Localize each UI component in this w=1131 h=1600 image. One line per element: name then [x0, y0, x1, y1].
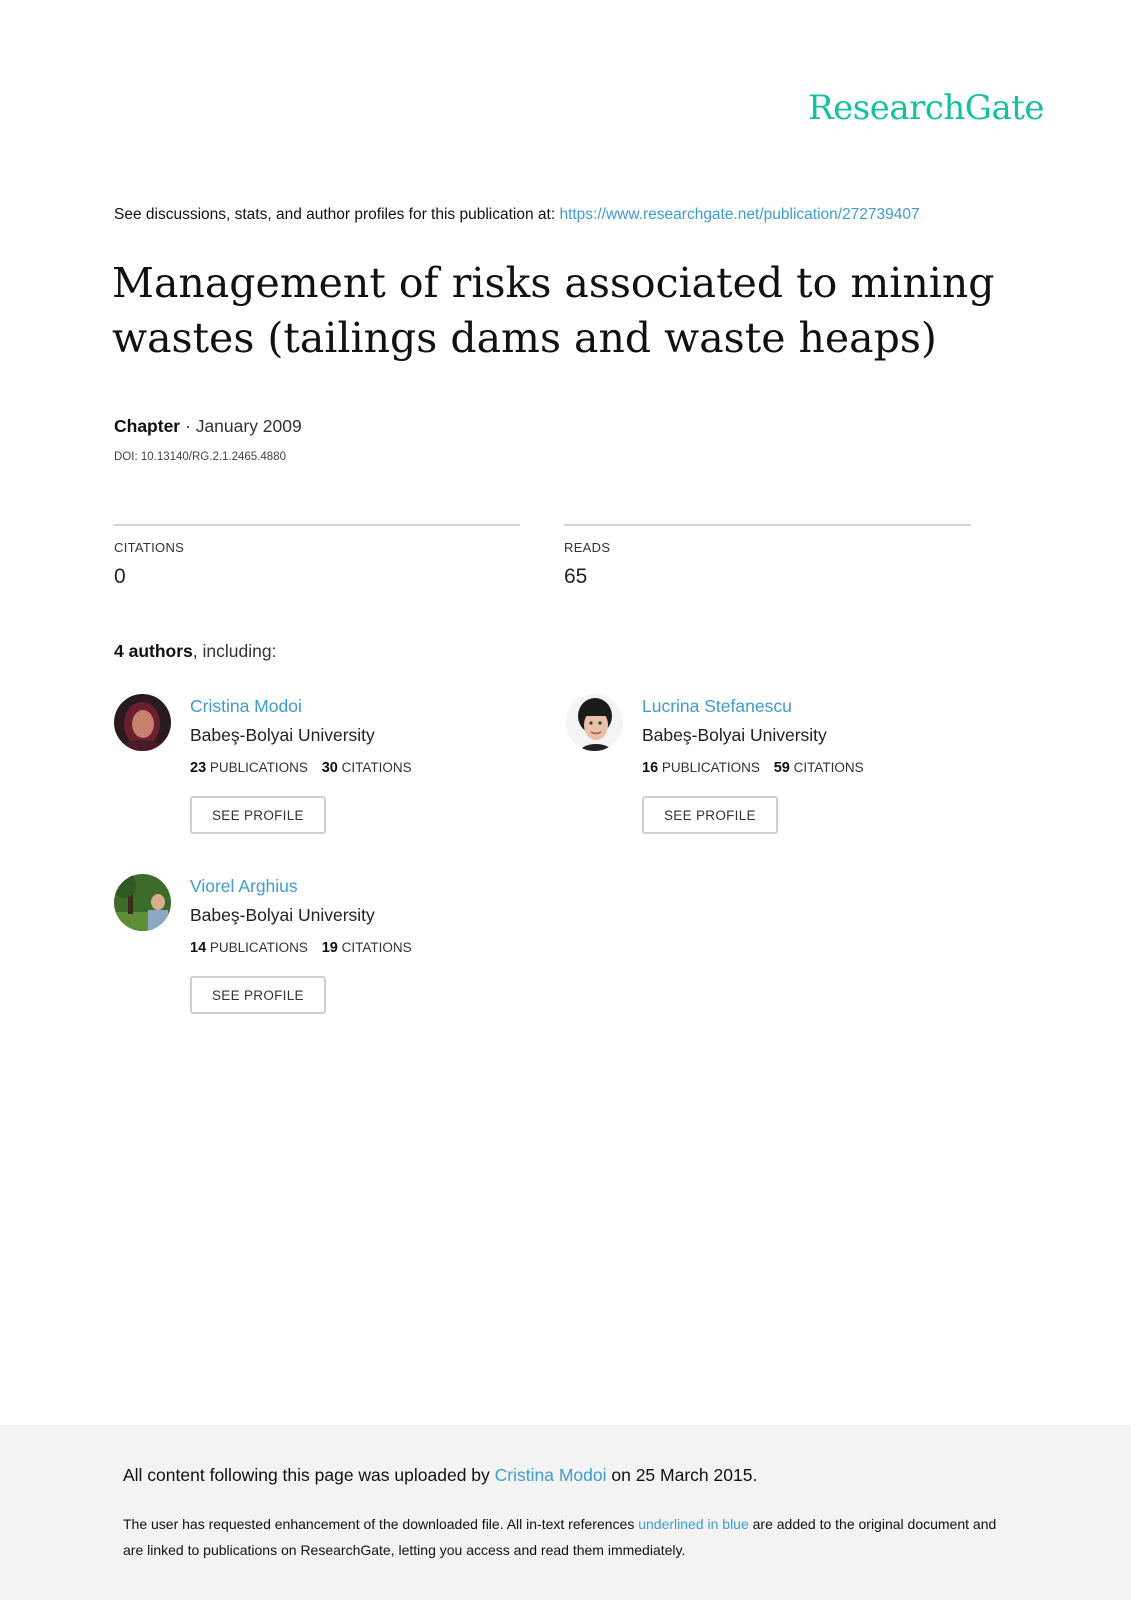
citations-value: 0	[114, 565, 126, 588]
intro-text: See discussions, stats, and author profiles for this publication at:	[114, 206, 556, 223]
author-stats	[642, 760, 864, 776]
enhancement-prefix: The user has requested enhancement of the downloaded file. All in-text references	[123, 1516, 635, 1532]
author-name-link[interactable]: Viorel Arghius	[190, 876, 298, 896]
author-stats	[190, 940, 412, 956]
author-avatar[interactable]	[114, 694, 171, 751]
author-card-viorel-arghius	[114, 874, 534, 1024]
uploader-link[interactable]: Cristina Modoi	[494, 1465, 607, 1485]
publication-type: Chapter	[114, 416, 181, 436]
upload-notice-prefix: All content following this page was uploaded by	[123, 1465, 490, 1485]
author-citations-count: 19	[321, 940, 338, 956]
meta-separator: ·	[180, 416, 196, 436]
author-publications-label: PUBLICATIONS	[209, 760, 308, 775]
author-publications-count: 14	[190, 940, 207, 956]
reads-label: READS	[564, 540, 611, 555]
author-avatar[interactable]	[114, 874, 171, 931]
authors-heading	[114, 641, 276, 662]
publication-doi: DOI: 10.13140/RG.2.1.2465.4880	[114, 451, 286, 463]
author-publications-label: PUBLICATIONS	[209, 940, 308, 955]
publication-title: Management of risks associated to mining wastes (tailings dams and waste heaps)	[112, 259, 995, 362]
see-profile-button[interactable]: SEE PROFILE	[190, 976, 326, 1014]
author-citations-count: 30	[321, 760, 338, 776]
author-publications-count: 16	[642, 760, 659, 776]
author-citations-label: CITATIONS	[341, 940, 412, 955]
author-institution: Babeş-Bolyai University	[642, 725, 827, 745]
see-profile-button[interactable]: SEE PROFILE	[642, 796, 778, 834]
citations-label: CITATIONS	[114, 540, 185, 555]
intro-line	[114, 206, 920, 224]
authors-suffix: , including:	[192, 641, 277, 661]
enhancement-notice	[123, 1511, 1003, 1563]
author-institution: Babeş-Bolyai University	[190, 725, 375, 745]
author-citations-label: CITATIONS	[341, 760, 412, 775]
author-avatar[interactable]	[566, 694, 623, 751]
author-publications-count: 23	[190, 760, 207, 776]
author-stats	[190, 760, 412, 776]
publication-date: January 2009	[195, 416, 302, 436]
author-citations-count: 59	[773, 760, 790, 776]
see-profile-button[interactable]: SEE PROFILE	[190, 796, 326, 834]
publication-url-link[interactable]: https://www.researchgate.net/publication/272739407	[559, 206, 920, 223]
author-name-link[interactable]: Lucrina Stefanescu	[642, 696, 792, 716]
author-institution: Babeş-Bolyai University	[190, 905, 375, 925]
author-name-link[interactable]: Cristina Modoi	[190, 696, 302, 716]
citations-divider	[114, 524, 520, 526]
author-card-lucrina-stefanescu	[566, 694, 986, 844]
upload-notice	[123, 1465, 757, 1486]
author-publications-label: PUBLICATIONS	[661, 760, 760, 775]
author-citations-label: CITATIONS	[793, 760, 864, 775]
researchgate-logo[interactable]: ResearchGate	[808, 88, 1044, 128]
authors-count: 4 authors	[114, 641, 193, 661]
reads-divider	[564, 524, 971, 526]
underlined-in-blue-text: underlined in blue	[638, 1516, 749, 1532]
upload-notice-suffix: on 25 March 2015.	[611, 1465, 758, 1485]
enhancement-suffix: are added to the original document and are linked to publications on ResearchGate, letting you access and read them immediately.	[123, 1516, 997, 1558]
publication-meta	[114, 416, 302, 437]
footer-panel	[0, 1425, 1131, 1600]
author-card-cristina-modoi	[114, 694, 534, 844]
reads-value: 65	[564, 565, 588, 588]
